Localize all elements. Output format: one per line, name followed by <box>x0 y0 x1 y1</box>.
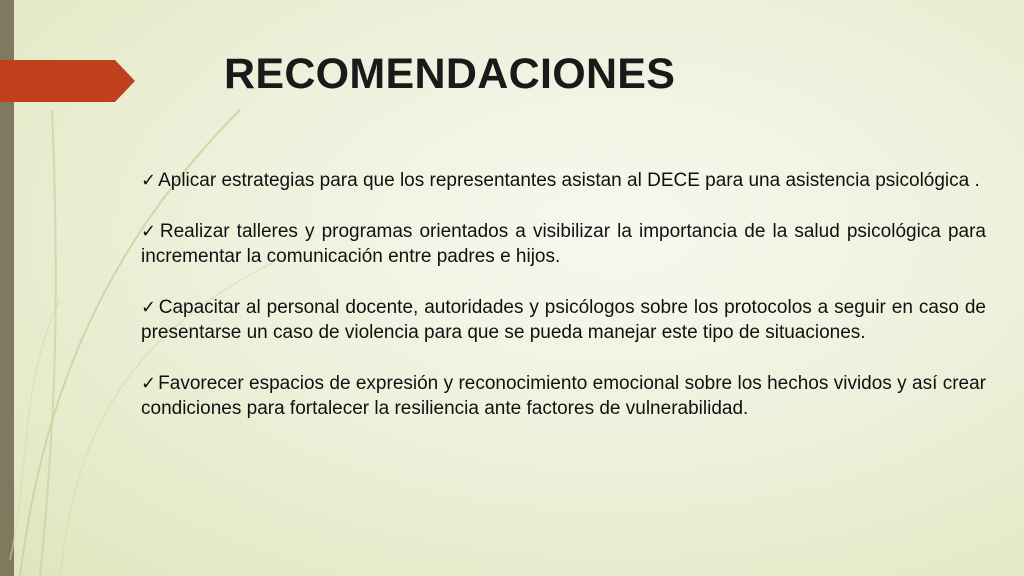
page-title: RECOMENDACIONES <box>224 50 676 98</box>
check-icon: ✓ <box>141 297 157 318</box>
check-icon: ✓ <box>141 221 158 242</box>
item-text: Capacitar al personal docente, autoridades y psicólogos sobre los protocolos a seguir en caso de presentarse un caso de violencia para que se pueda manejar este tipo de situaciones. <box>141 297 986 343</box>
list-item <box>141 371 986 421</box>
item-text: Aplicar estrategias para que los representantes asistan al DECE para una asistencia psicológica . <box>158 170 980 191</box>
item-text: Realizar talleres y programas orientados a visibilizar la importancia de la salud psicológica para incrementar la comunicación entre padres e hijos. <box>141 221 986 267</box>
list-item <box>141 295 986 345</box>
list-item <box>141 219 986 269</box>
title-accent-tab <box>0 60 135 102</box>
check-icon: ✓ <box>141 373 157 394</box>
list-item <box>141 168 986 193</box>
check-icon: ✓ <box>141 170 157 191</box>
recommendations-list <box>141 168 986 447</box>
item-text: Favorecer espacios de expresión y reconocimiento emocional sobre los hechos vividos y así crear condiciones para fortalecer la resiliencia ante factores de vulnerabilidad. <box>141 373 986 419</box>
